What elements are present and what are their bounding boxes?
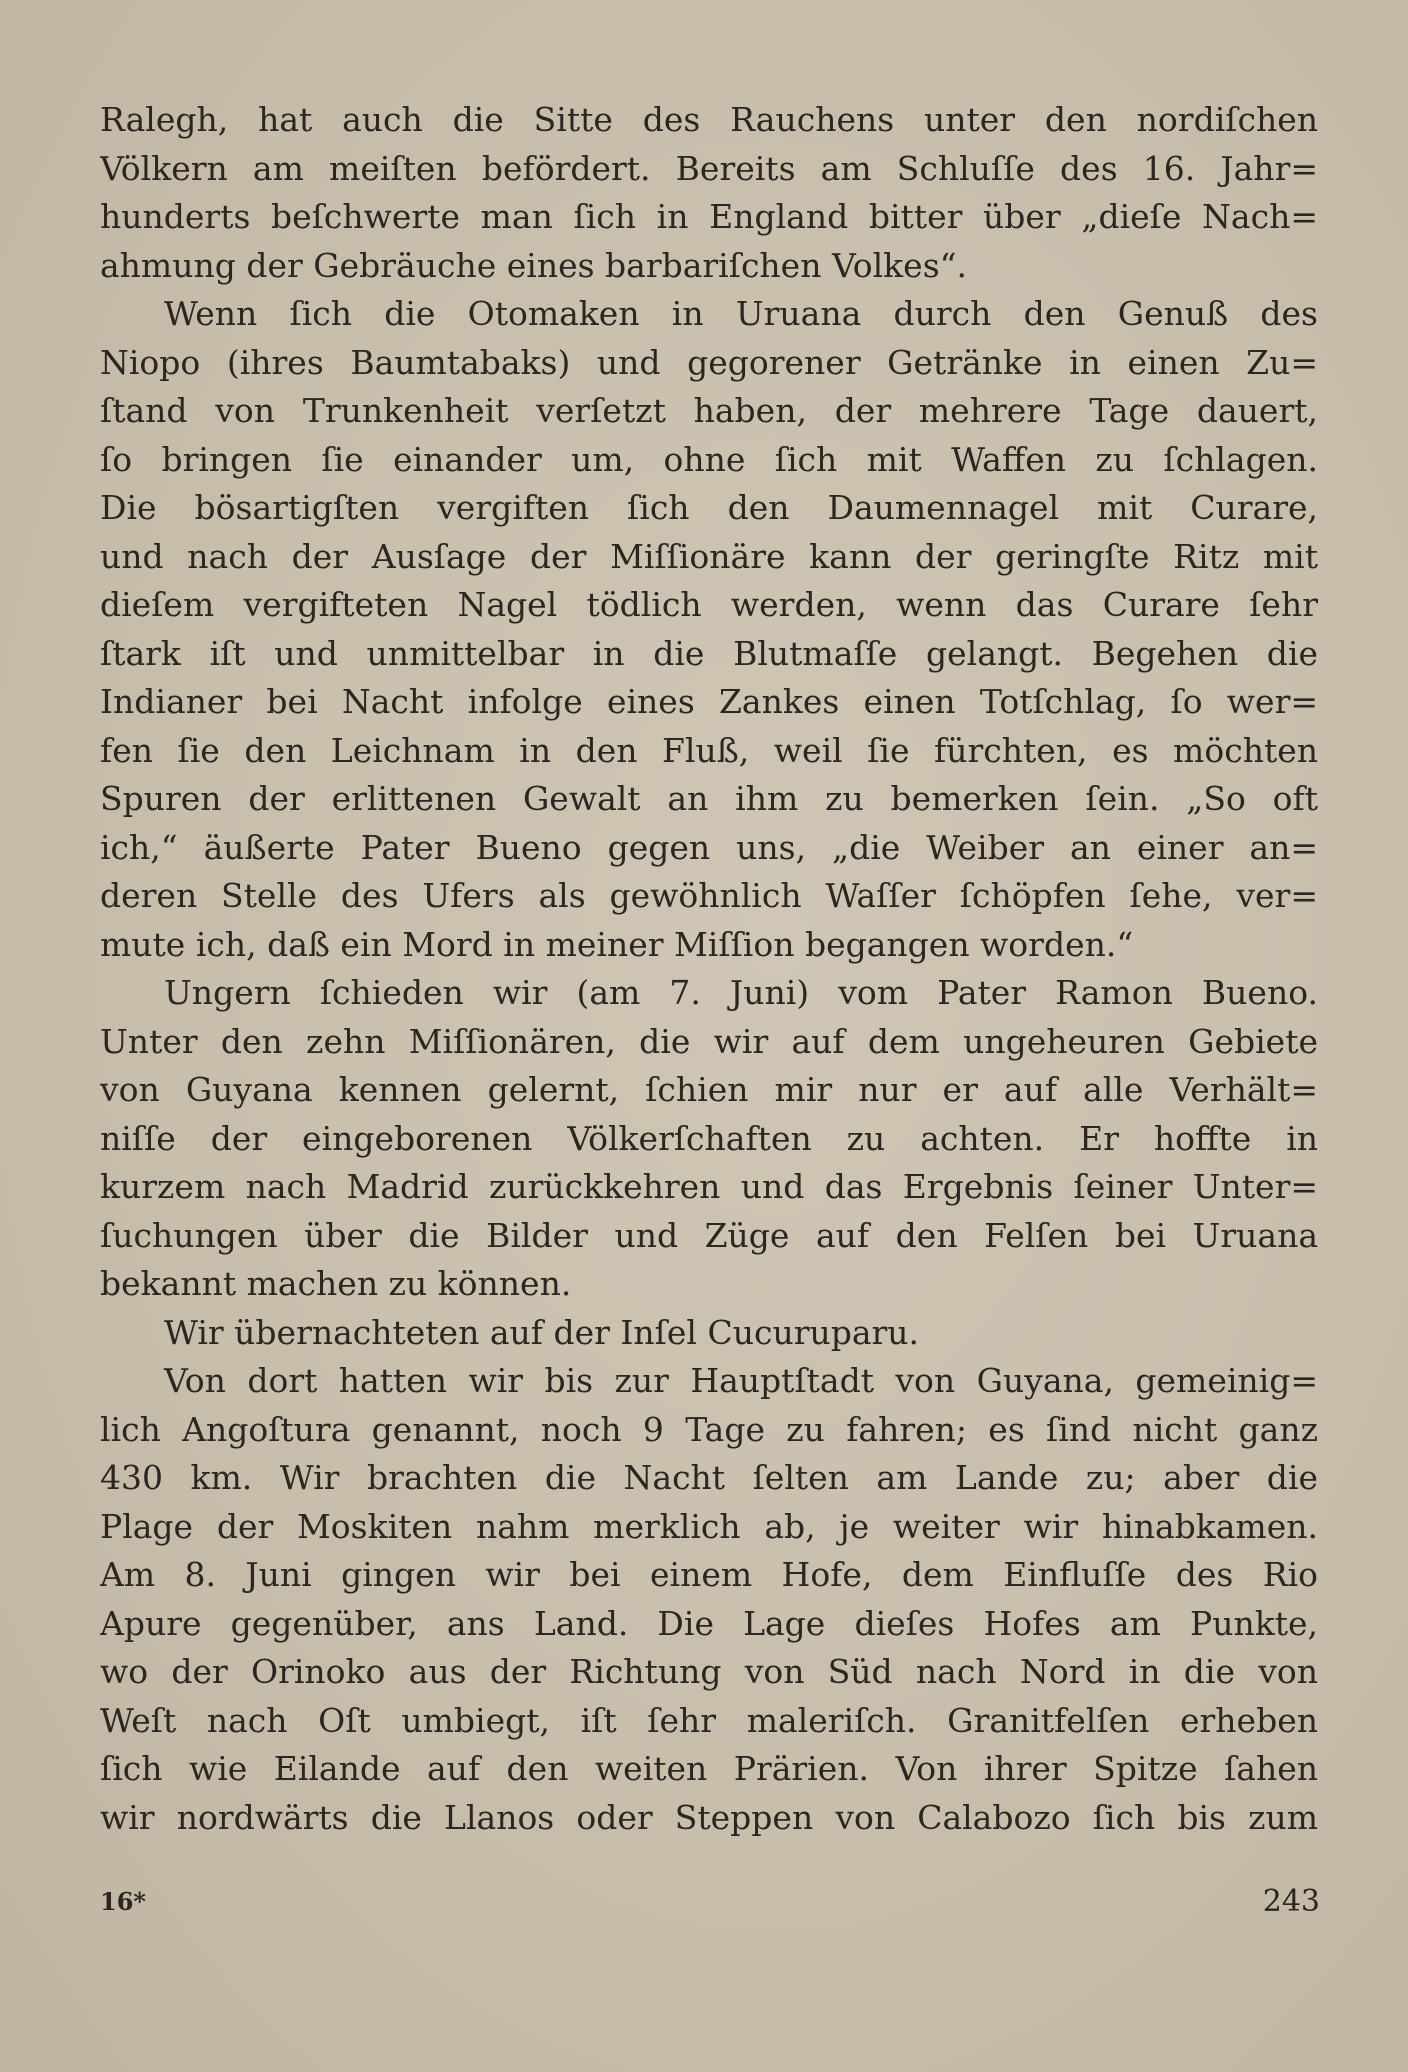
- text-line: Von dort hatten wir bis zur Hauptſtadt von Guyana, gemeinig=: [164, 1361, 1318, 1400]
- text-line: Ralegh, hat auch die Sitte des Rauchens unter den nordiſchen: [100, 100, 1318, 139]
- page-number: 243: [1262, 1884, 1320, 1919]
- text-line: Wir übernachteten auf der Inſel Cucuruparu.: [164, 1312, 920, 1352]
- text-line: Spuren der erlittenen Gewalt an ihm zu bemerken ſein. „So oft: [100, 779, 1318, 818]
- text-line: ich,“ äußerte Pater Bueno gegen uns, „die Weiber an einer an=: [100, 827, 1318, 867]
- text-line: lich Angoſtura genannt, noch 9 Tage zu fahren; es ſind nicht ganz: [100, 1409, 1318, 1449]
- text-line: ahmung der Gebräuche eines barbariſchen Volkes“.: [100, 245, 967, 285]
- text-line: ſich wie Eilande auf den weiten Prärien. Von ihrer Spitze ſahen: [100, 1749, 1318, 1788]
- text-line: Ungern ſchieden wir (am 7. Juni) vom Pater Ramon Bueno.: [164, 973, 1318, 1012]
- text-line: ſuchungen über die Bilder und Züge auf den Felſen bei Uruana: [100, 1215, 1318, 1255]
- text-line: wir nordwärts die Llanos oder Steppen von Calabozo ſich bis zum: [100, 1797, 1318, 1837]
- text-line: Apure gegenüber, ans Land. Die Lage dieſes Hofes am Punkte,: [100, 1603, 1318, 1643]
- text-line: mute ich, daß ein Mord in meiner Miſſion begangen worden.“: [100, 924, 1134, 964]
- text-line: kurzem nach Madrid zurückkehren und das Ergebnis ſeiner Unter=: [100, 1167, 1318, 1206]
- text-line: wo der Orinoko aus der Richtung von Süd nach Nord in die von: [100, 1652, 1318, 1691]
- text-line: bekannt machen zu können.: [100, 1264, 572, 1303]
- text-line: dieſem vergifteten Nagel tödlich werden, wenn das Curare ſehr: [100, 585, 1318, 624]
- text-line: Niopo (ihres Baumtabaks) und gegorener Getränke in einen Zu=: [100, 342, 1318, 382]
- text-line: fen ſie den Leichnam in den Fluß, weil ſie fürchten, es möchten: [100, 730, 1318, 770]
- text-line: deren Stelle des Ufers als gewöhnlich Waſſer ſchöpfen ſehe, ver=: [100, 876, 1318, 915]
- text-line: hunderts beſchwerte man ſich in England bitter über „dieſe Nach=: [100, 197, 1318, 236]
- text-line: Am 8. Juni gingen wir bei einem Hofe, dem Einfluſſe des Rio: [100, 1555, 1318, 1594]
- text-line: ſo bringen ſie einander um, ohne ſich mit Waffen zu ſchlagen.: [100, 439, 1318, 479]
- text-line: Unter den zehn Miſſionären, die wir auf dem ungeheuren Gebiete: [100, 1021, 1318, 1061]
- text-line: ſtark iſt und unmittelbar in die Blutmaſſe gelangt. Begehen die: [100, 633, 1318, 673]
- text-line: Plage der Moskiten nahm merklich ab, je weiter wir hinabkamen.: [100, 1506, 1318, 1546]
- text-line: von Guyana kennen gelernt, ſchien mir nur er auf alle Verhält=: [100, 1070, 1318, 1109]
- text-line: und nach der Ausſage der Miſſionäre kann der geringſte Ritz mit: [100, 536, 1318, 576]
- text-line: ſtand von Trunkenheit verſetzt haben, der mehrere Tage dauert,: [100, 391, 1318, 430]
- text-line: Wenn ſich die Otomaken in Uruana durch den Genuß des: [164, 294, 1318, 333]
- text-line: Weſt nach Oſt umbiegt, iſt ſehr maleriſch. Granitfelſen erheben: [100, 1700, 1318, 1740]
- text-line: Indianer bei Nacht infolge eines Zankes einen Totſchlag, ſo wer=: [100, 682, 1318, 721]
- body-text: [100, 96, 1318, 1842]
- text-line: Völkern am meiſten befördert. Bereits am Schluſſe des 16. Jahr=: [100, 148, 1318, 188]
- text-line: 430 km. Wir brachten die Nacht ſelten am Lande zu; aber die: [100, 1458, 1318, 1497]
- text-line: Die bösartigſten vergiften ſich den Daumennagel mit Curare,: [100, 488, 1318, 527]
- text-line: niſſe der eingeborenen Völkerſchaften zu achten. Er hoffte in: [100, 1118, 1318, 1158]
- sheet-signature: 16*: [100, 1887, 146, 1916]
